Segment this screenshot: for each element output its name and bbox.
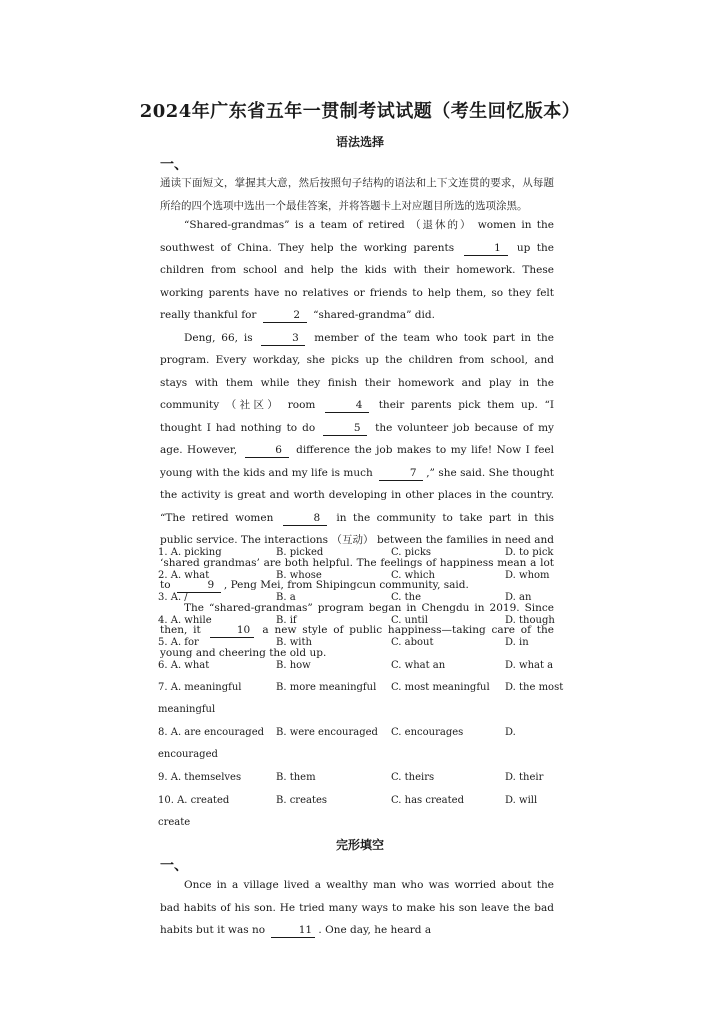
option-continuation: meaningful: [158, 704, 216, 715]
option-c[interactable]: C. theirs: [391, 772, 435, 783]
question-1: [158, 543, 558, 566]
option-d[interactable]: D. the most: [505, 682, 564, 693]
question-10: [158, 791, 558, 836]
option-d[interactable]: D. an: [505, 592, 532, 603]
option-b[interactable]: B. more meaningful: [276, 682, 377, 693]
exam-title: 2024年广东省五年一贯制考试试题（考生回忆版本）: [139, 101, 581, 122]
option-b[interactable]: B. them: [276, 772, 316, 783]
passage-text: the volunteer job because of my age. However,: [160, 421, 554, 456]
option-c[interactable]: C. has created: [391, 794, 464, 806]
option-d[interactable]: D. though: [505, 614, 555, 626]
blank-7: 7: [379, 466, 423, 481]
passage-text: up the children from school and help the kids with their homework. These working parents have no relatives or friends to help them, so they felt really thankful for: [160, 241, 555, 321]
option-continuation: create: [158, 816, 191, 828]
passage-text: The “shared-grandmas” program began in Chengdu in 2019. Since then, it: [160, 601, 554, 636]
option-a[interactable]: 9. A. themselves: [158, 772, 242, 783]
option-c[interactable]: C. picks: [391, 547, 432, 558]
option-b[interactable]: B. if: [276, 614, 297, 626]
option-b[interactable]: B. were encouraged: [276, 727, 378, 738]
option-b[interactable]: B. a: [276, 592, 296, 603]
question-7: [158, 678, 564, 723]
passage-text: “shared-grandma” did.: [309, 309, 435, 321]
section-number: 一、: [160, 157, 188, 173]
passage-text: , Peng Mei, from Shipingcun community, said.: [223, 579, 469, 591]
option-d[interactable]: D. what a: [505, 659, 554, 671]
cloze-passage: [160, 874, 554, 942]
blank-5: 5: [323, 421, 367, 436]
option-d[interactable]: D. to pick: [505, 547, 554, 558]
instructions: [160, 172, 554, 217]
passage-text: . One day, he heard a: [318, 924, 432, 936]
passage-text: difference the job makes to my life! Now I feel young with the kids and my life is much: [160, 444, 554, 479]
option-c[interactable]: C. about: [391, 637, 434, 648]
option-b[interactable]: B. whose: [276, 569, 322, 581]
passage-text: member of the team who took part in the program. Every workday, she picks up the children from school, and stays with them while they finish their homework and play in the community （社区） room: [160, 331, 554, 411]
option-a[interactable]: 1. A. picking: [158, 547, 222, 558]
blank-1: 1: [464, 241, 508, 256]
cloze-paragraph-1: [160, 874, 554, 942]
option-b[interactable]: B. picked: [276, 547, 324, 558]
option-a[interactable]: 10. A. created: [158, 794, 230, 806]
option-c[interactable]: C. which: [391, 569, 435, 581]
passage-text: Deng, 66, is: [184, 331, 259, 344]
option-c[interactable]: C. most meaningful: [391, 682, 490, 693]
question-8: [158, 723, 558, 768]
section-number-cloze: 一、: [160, 858, 188, 874]
option-c[interactable]: C. encourages: [391, 727, 464, 738]
question-5: [158, 633, 558, 656]
option-a[interactable]: 6. A. what: [158, 659, 210, 671]
option-b[interactable]: B. how: [276, 659, 311, 671]
option-b[interactable]: B. with: [276, 637, 312, 648]
blank-4: 4: [325, 398, 369, 413]
option-a[interactable]: 5. A. for: [158, 637, 199, 648]
option-a[interactable]: 4. A. while: [158, 614, 212, 626]
section-heading-grammar: 语法选择: [335, 135, 384, 149]
option-d[interactable]: D. whom: [505, 569, 550, 581]
passage-text: ,” she said. She thought the activity is great and worth developing in other places in the country. “The retired women: [160, 466, 554, 524]
option-d[interactable]: D. their: [505, 772, 544, 783]
instructions-text: 通读下面短文，掌握其大意，然后按照句子结构的语法和上下文连贯的要求，从每题所给的四个选项中选出一个最佳答案，并将答题卡上对应题目所选的选项涂黑。: [160, 177, 554, 212]
blank-8: 8: [283, 511, 327, 526]
question-4: [158, 611, 558, 634]
option-b[interactable]: B. creates: [276, 794, 328, 806]
option-c[interactable]: C. the: [391, 592, 422, 603]
blank-2: 2: [263, 308, 307, 323]
blank-3: 3: [261, 331, 305, 346]
passage-text: Once in a village lived a wealthy man who was worried about the bad habits of his son. He tried many ways to make his son leave the bad habits but it was no: [160, 879, 554, 936]
question-3: [158, 588, 558, 611]
blank-9: 9: [177, 578, 221, 593]
passage-text: their parents pick them up. “I thought I had nothing to do: [160, 399, 554, 434]
question-6: [158, 656, 558, 679]
passage-text: a new style of public happiness—taking care of the young and cheering the old up.: [160, 624, 554, 659]
blank-10: 10: [210, 623, 254, 638]
option-d[interactable]: D.: [505, 727, 516, 738]
option-a[interactable]: 7. A. meaningful: [158, 682, 242, 693]
option-a[interactable]: 2. A. what: [158, 569, 210, 581]
option-continuation: encouraged: [158, 749, 218, 760]
option-a[interactable]: 8. A. are encouraged: [158, 727, 265, 738]
question-2: [158, 566, 558, 589]
blank-11: 11: [271, 923, 315, 938]
passage-text: in the community to take part in this public service. The interactions （互动） between the families in need and ‘shared grandmas’ are both helpful. The feelings of happiness mean a lot to: [160, 511, 554, 591]
option-a[interactable]: 3. A. /: [158, 592, 188, 603]
question-9: [158, 768, 558, 791]
passage-text: “Shared-grandmas” is a team of retired （退休的） women in the southwest of China. They help the working parents: [160, 219, 554, 254]
answer-options: [158, 543, 564, 836]
section-heading-cloze: 完形填空: [335, 838, 384, 852]
option-d[interactable]: D. in: [505, 637, 529, 648]
blank-6: 6: [245, 443, 289, 458]
option-c[interactable]: C. what an: [391, 659, 446, 671]
option-c[interactable]: C. until: [391, 614, 428, 626]
option-d[interactable]: D. will: [505, 794, 538, 806]
paragraph-1: [160, 214, 554, 327]
